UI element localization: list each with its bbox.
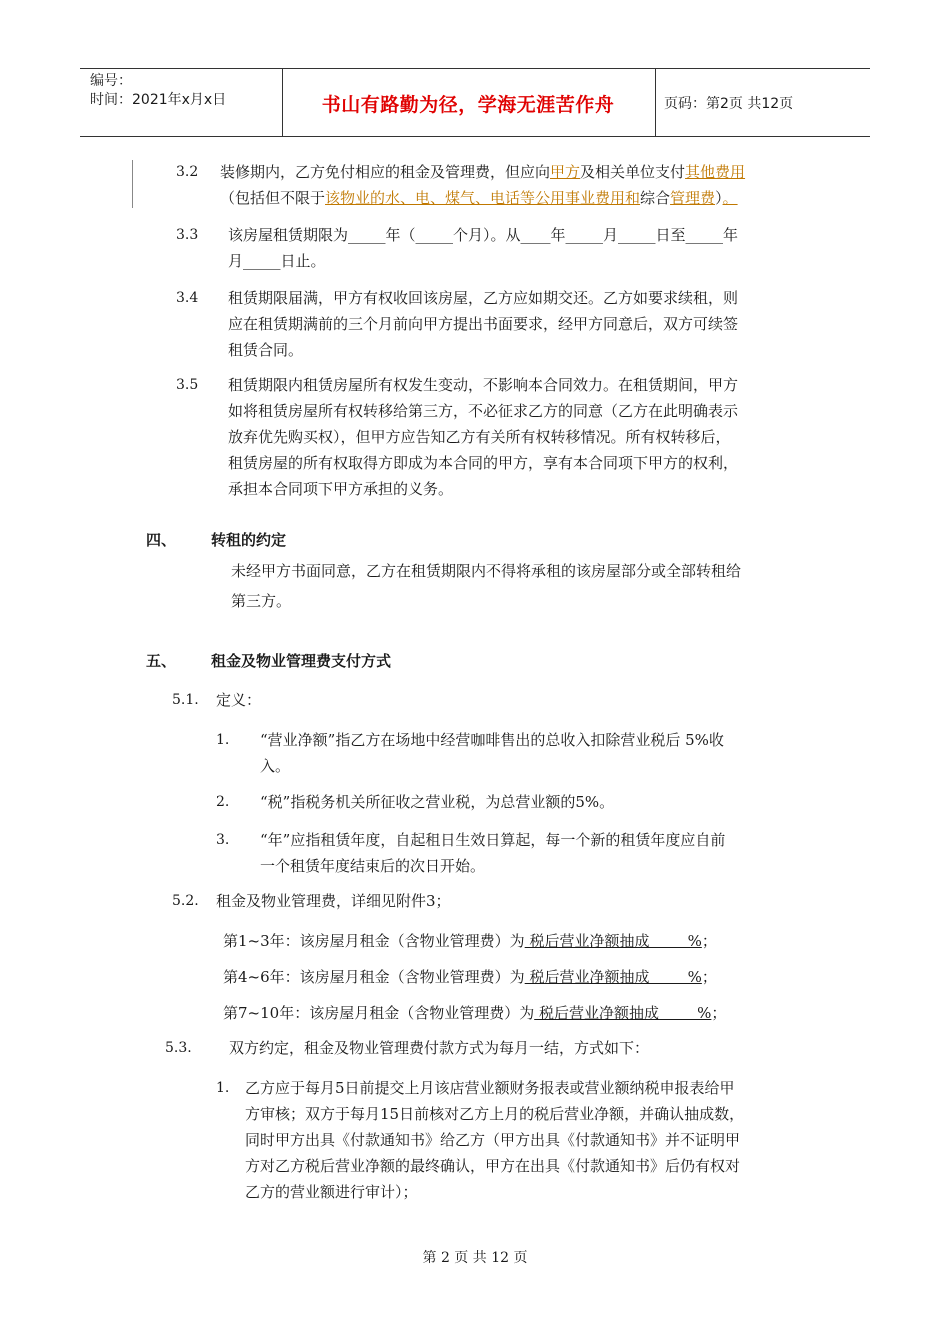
header-divider-right bbox=[655, 68, 656, 136]
clause-3-4-line: 应在租赁期满前的三个月前向甲方提出书面要求，经甲方同意后，双方可续签 bbox=[228, 315, 739, 333]
doc-time-label: 时间：2021年x月x日 bbox=[90, 92, 227, 108]
doc-number-label: 编号： bbox=[90, 73, 132, 89]
rent-row-label: 第7~10年：该房屋月租金（含物业管理费）为 bbox=[223, 1004, 535, 1022]
definition-number: 3. bbox=[216, 832, 230, 848]
clause-5-1-text: 定义： bbox=[216, 691, 262, 709]
tracked-change-management-fee: 管理费 bbox=[670, 189, 716, 207]
clause-number-3-4: 3.4 bbox=[176, 290, 199, 306]
definition-line: “年”应指租赁年度，自起租日生效日算起，每一个新的租赁年度应自前 bbox=[260, 831, 726, 849]
section-4-line: 未经甲方书面同意，乙方在租赁期限内不得将承租的该房屋部分或全部转租给 bbox=[231, 562, 742, 580]
rent-row-end: ； bbox=[711, 1004, 727, 1022]
clause-number-3-5: 3.5 bbox=[176, 377, 199, 393]
clause-5-2-text: 租金及物业管理费，详细见附件3； bbox=[216, 892, 451, 910]
payment-item bbox=[245, 1075, 825, 1205]
payment-line: 方对乙方税后营业净额的最终确认，甲方在出具《付款通知书》后仍有权对 bbox=[245, 1157, 741, 1175]
payment-item-number: 1. bbox=[216, 1080, 230, 1096]
section-5-title: 租金及物业管理费支付方式 bbox=[211, 652, 392, 670]
clause-3-5-line: 承担本合同项下甲方承担的义务。 bbox=[228, 480, 454, 498]
header-left-cell bbox=[90, 72, 226, 110]
rent-row bbox=[223, 964, 717, 990]
rent-row bbox=[223, 928, 717, 954]
rent-row-rate: 税后营业净额抽成 % bbox=[524, 932, 702, 950]
clause-number-5-3: 5.3. bbox=[165, 1040, 192, 1056]
section-4-body bbox=[231, 556, 821, 616]
rent-row-rate: 税后营业净额抽成 % bbox=[524, 968, 702, 986]
rent-row bbox=[223, 1000, 726, 1026]
revision-margin-bar bbox=[132, 160, 133, 208]
payment-line: 乙方的营业额进行审计）； bbox=[245, 1183, 418, 1201]
section-4-line: 第三方。 bbox=[231, 592, 292, 610]
definition-line: “税”指税务机关所征收之营业税，为总营业额的5%。 bbox=[260, 793, 615, 811]
rent-row-end: ； bbox=[701, 932, 717, 950]
definition-line: 入。 bbox=[260, 757, 291, 775]
clause-3-2-text-2: 及相关单位支付 bbox=[580, 163, 686, 181]
definition-item bbox=[260, 827, 820, 879]
clause-3-5-line: 租赁房屋的所有权取得方即成为本合同的甲方，享有本合同项下甲方的权利， bbox=[228, 454, 739, 472]
tracked-change-party-a: 甲方 bbox=[550, 163, 581, 181]
tracked-change-utilities: 该物业的水、电、煤气、电话等公用事业费用和 bbox=[325, 189, 641, 207]
header-bottom-border bbox=[80, 136, 870, 137]
clause-3-3 bbox=[228, 222, 828, 274]
rent-row-label: 第1~3年：该房屋月租金（含物业管理费）为 bbox=[223, 932, 525, 950]
clause-3-4 bbox=[228, 285, 828, 363]
payment-line: 方审核；双方于每月15日前核对乙方上月的税后营业净额，并确认抽成数， bbox=[245, 1105, 745, 1123]
payment-line: 同时甲方出具《付款通知书》给乙方（甲方出具《付款通知书》并不证明甲 bbox=[245, 1131, 741, 1149]
clause-number-3-3: 3.3 bbox=[176, 227, 199, 243]
tracked-change-other-fees: 其他费用 bbox=[685, 163, 746, 181]
definition-number: 2. bbox=[216, 794, 230, 810]
rent-row-end: ； bbox=[701, 968, 717, 986]
clause-3-5-line: 租赁期限内租赁房屋所有权发生变动，不影响本合同效力。在租赁期间，甲方 bbox=[228, 376, 739, 394]
section-5-number: 五、 bbox=[146, 652, 177, 670]
rent-row-rate: 税后营业净额抽成 % bbox=[534, 1004, 712, 1022]
clause-3-2-text-5: ） bbox=[715, 189, 723, 207]
clause-3-4-line: 租赁期限届满，甲方有权收回该房屋，乙方应如期交还。乙方如要求续租，则 bbox=[228, 289, 739, 307]
clause-3-2-text-4: 综合 bbox=[640, 189, 671, 207]
section-4-title: 转租的约定 bbox=[211, 531, 287, 549]
clause-3-3-line-1: 该房屋租赁期限为_____年（_____个月）。从____年_____月_____日至_____年 bbox=[228, 226, 739, 244]
section-4-number: 四、 bbox=[146, 531, 177, 549]
clause-3-5 bbox=[228, 372, 828, 502]
header-motto: 书山有路勤为径，学海无涯苦作舟 bbox=[321, 94, 615, 116]
clause-3-2 bbox=[220, 159, 820, 211]
page-footer: 第 2 页 共 12 页 bbox=[422, 1250, 528, 1266]
clause-3-5-line: 如将租赁房屋所有权转移给第三方，不必征求乙方的同意（乙方在此明确表示 bbox=[228, 402, 739, 420]
clause-3-3-line-2: 月_____日止。 bbox=[228, 252, 326, 270]
clause-5-3-text: 双方约定，租金及物业管理费付款方式为每月一结，方式如下： bbox=[229, 1039, 650, 1057]
clause-3-4-line: 租赁合同。 bbox=[228, 341, 304, 359]
payment-line: 乙方应于每月5日前提交上月该店营业额财务报表或营业额纳税申报表给甲 bbox=[245, 1079, 735, 1097]
definition-item bbox=[260, 727, 820, 779]
definition-number: 1. bbox=[216, 732, 230, 748]
clause-number-3-2: 3.2 bbox=[176, 164, 199, 180]
header-top-border bbox=[80, 68, 870, 69]
clause-3-2-text-1: 装修期内，乙方免付相应的租金及管理费，但应向 bbox=[220, 163, 551, 181]
definition-line: “营业净额”指乙方在场地中经营咖啡售出的总收入扣除营业税后 5%收 bbox=[260, 731, 724, 749]
rent-row-label: 第4~6年：该房屋月租金（含物业管理费）为 bbox=[223, 968, 525, 986]
definition-item bbox=[260, 789, 820, 815]
clause-3-5-line: 放弃优先购买权），但甲方应告知乙方有关所有权转移情况。所有权转移后， bbox=[228, 428, 731, 446]
clause-3-2-text-3: （包括但不限于 bbox=[220, 189, 326, 207]
clause-number-5-2: 5.2. bbox=[172, 893, 199, 909]
clause-number-5-1: 5.1. bbox=[172, 692, 199, 708]
header-page-info: 页码：第2页 共12页 bbox=[664, 96, 794, 112]
tracked-change-period: 。 bbox=[722, 189, 738, 207]
definition-line: 一个租赁年度结束后的次日开始。 bbox=[260, 857, 486, 875]
